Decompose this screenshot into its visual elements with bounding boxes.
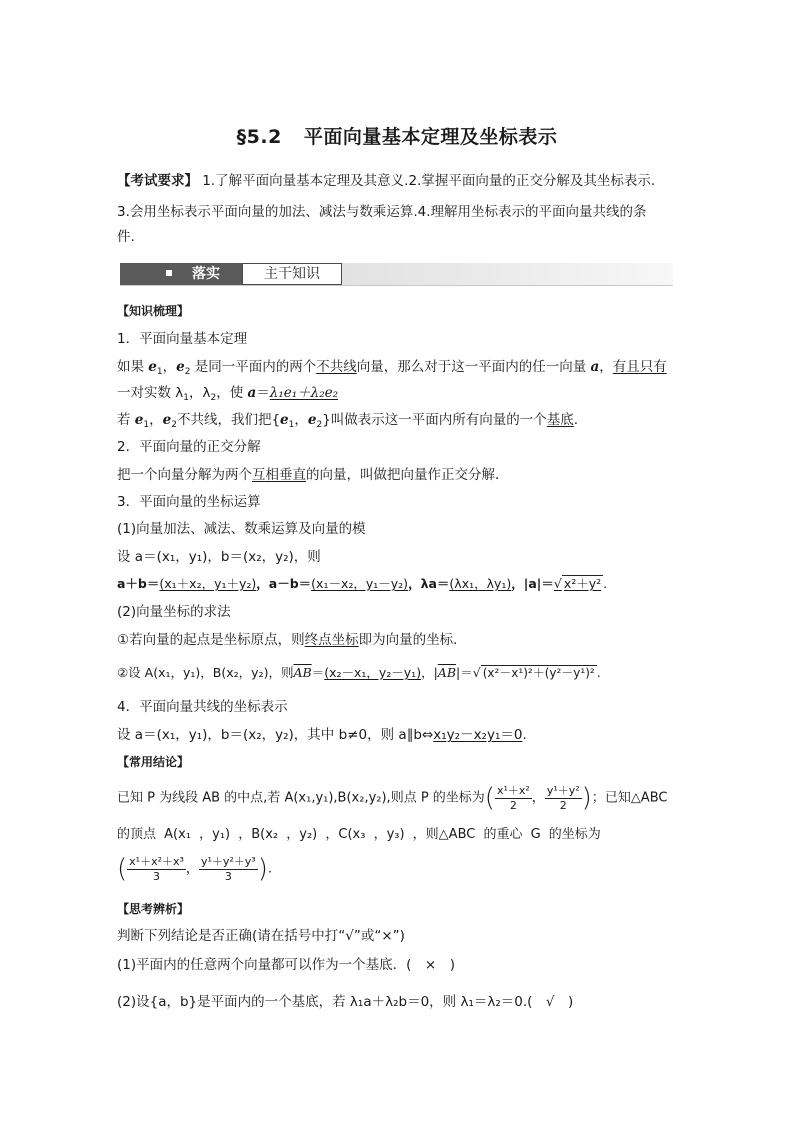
common-tag: 【常用结论】 [117,755,190,769]
origin-line: ①若向量的起点是坐标原点，则终点坐标即为向量的坐标． [117,632,467,648]
banner-light-tab: 主干知识 [242,263,342,285]
vector-def-line: 设 a＝(x₁，y₁)，b＝(x₂，y₂)，则 [117,549,321,565]
page-title [0,122,794,149]
heading-2: 2．平面向量的正交分解 [117,439,261,455]
heading-3: 3．平面向量的坐标运算 [117,494,261,510]
blank-endpoint: 终点坐标 [304,632,359,648]
ab-vector-line: ②设 A(x₁，y₁)，B(x₂，y₂)，则$\overline{AB}=(x_2-x_1$，y₂－y₁)，$|\overline{AB}|=√$ (x²－x¹)²＋(y²－y¹)² . [117,665,601,680]
blank-perpendicular: 互相垂直 [252,467,306,483]
judge-instruction: 判断下列结论是否正确(请在括号中打“√”或“×”) [117,928,405,944]
question-1: (1)平面内的任意两个向量都可以作为一个基底．( × ) [117,957,455,973]
centroid-line: 的顶点 A(x₁ ，y₁) ，B(x₂ ，y₂) ，C(x₃ ，y₃) ，则△ABC 的重心 G 的坐标为 [117,827,601,842]
section-title: 平面向量基本定理及坐标表示 [303,126,558,148]
blank-basis: 基底 [546,412,574,428]
midpoint-line: 已知 P 为线段 AB 的中点,若 A(x₁,y₁),B(x₂,y₂),则点 P 的坐标为( $\frac{\text{x¹＋x²}}{2}$ ， $\frac{\text{y¹＋y²}}{2}$ )；已知△ABC [117,783,668,813]
centroid-formula: ( $\frac{\text{x¹＋x²＋x³}}{3}$ ， $\frac{\text{y¹＋y²＋y³}}{3}$ ). [117,854,272,884]
collinear-line: 设 a＝(x₁，y₁)，b＝(x₂，y₂)，其中 b≠0，则 a∥b⇔x₁y₂－x₂y₁＝0. [117,727,527,743]
section-number: §5.2 [236,126,282,148]
theorem-line1: 如果 $e_1$，$e_2$ 是同一平面内的两个不共线向量，那么对于这一平面内的任一向量 a，有且只有 [117,359,667,377]
square-bullet-icon [166,270,172,276]
subheading-3-2: (2)向量坐标的求法 [117,604,231,620]
banner-dark-tab: 落实 [120,263,242,285]
think-tag: 【思考辨析】 [117,902,190,916]
exam-requirements-line3: 件. [117,229,135,245]
knowledge-tag: 【知识梳理】 [117,304,190,318]
exam-tag: 【考试要求】 [117,173,198,189]
section-banner [120,263,673,286]
blank-collinear-condition: x₁y₂－x₂y₁＝0 [433,727,523,743]
heading-4: 4．平面向量共线的坐标表示 [117,699,288,715]
exam-requirements-line1: 【考试要求】 1.了解平面向量基本定理及其意义.2.掌握平面向量的正交分解及其坐标表示. [117,173,656,189]
blank-linear-combination: λ₁e₁＋λ₂e₂ [269,385,339,401]
operations-line: a＋b＝(x₁＋x₂，y₁＋y₂)，a－b＝(x₁－x₂，y₁－y₂)，λa＝(λx₁，λy₁)，|a|＝√ x²＋y² . [117,576,608,591]
blank-non-collinear: 不共线 [316,359,357,375]
exam-requirements-line2: 3.会用坐标表示平面向量的加法、减法与数乘运算.4.理解用坐标表示的平面向量共线的条 [117,204,647,220]
question-2: (2)设{a，b}是平面内的一个基底，若 λ₁a＋λ₂b＝0，则 λ₁＝λ₂＝0.( √ ) [117,994,574,1010]
orthogonal-line: 把一个向量分解为两个互相垂直的向量，叫做把向量作正交分解． [117,467,509,483]
blank-unique: 有且只有 [612,359,667,375]
theorem-line2: 一对实数 $\lambda_1$，$\lambda_2$，使 a＝λ₁e₁＋λ₂e₂ [117,385,339,403]
heading-1: 1．平面向量基本定理 [117,331,248,347]
subheading-3-1: (1)向量加法、减法、数乘运算及向量的模 [117,521,366,537]
basis-line: 若 $e_1$，$e_2$不共线，我们把{$e_1$，$e_2$}叫做表示这一平面内所有向量的一个基底. [117,412,579,430]
